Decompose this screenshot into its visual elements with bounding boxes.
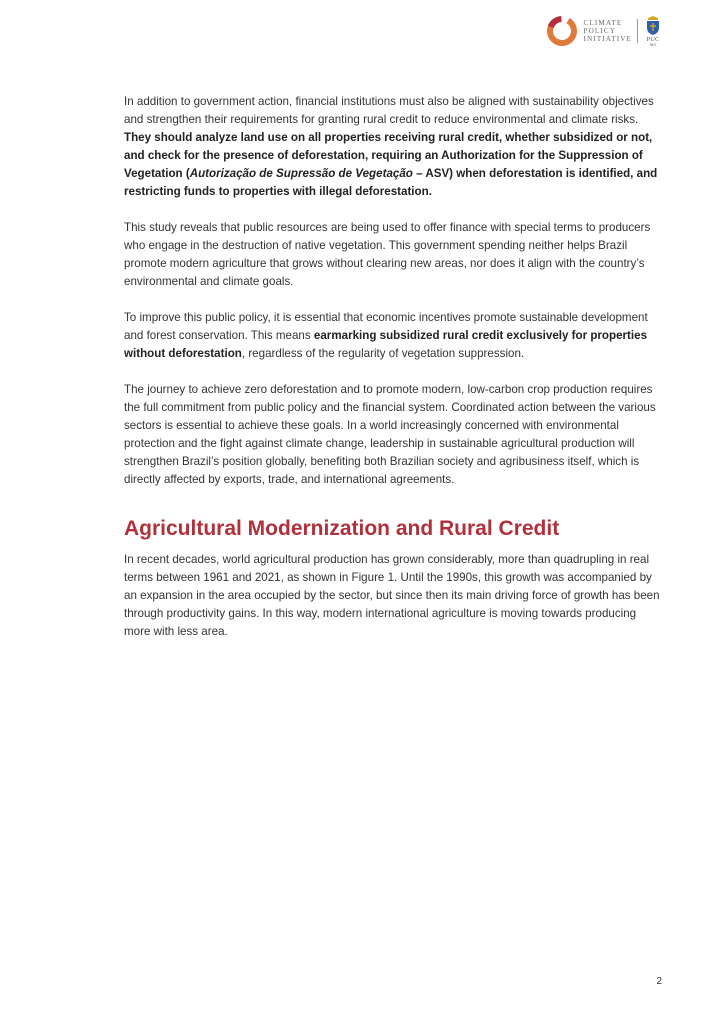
paragraph-agricultural-production: In recent decades, world agricultural production has grown considerably, more than quadrupling in real terms between 1961 and 2021, as shown in Figure 1. Until the 1990s, this growth was accompanied by an expansion in the area occupied by the sector, but since then its main driving force of growth has been through productivity gains. In this way, modern international agriculture is moving towards producing more with less area. <box>124 553 660 638</box>
paragraph-zero-deforestation: The journey to achieve zero deforestation and to promote modern, low-carbon crop production requires the full commitment from public policy and the financial system. Coordinated action between the various sectors is essential to achieve these goals. In a world increasingly concerned with environmental protection and the fight against climate change, leadership in sustainable agricultural production will strengthen Brazil’s position globally, benefiting both Brazilian society and agribusiness itself, which is directly affected by exports, trade, and international agreements. <box>124 383 656 486</box>
puc-rio-logo <box>642 16 664 47</box>
climate-policy-initiative-logo-icon <box>545 14 579 48</box>
paragraph-public-policy <box>124 309 664 363</box>
page-number: 2 <box>656 976 662 987</box>
puc-sub-label: RIO <box>649 42 657 47</box>
p3-text-b: , regardless of the regularity of vegetation suppression. <box>241 347 525 360</box>
puc-crest-icon <box>644 16 662 36</box>
p3-text-a: To improve this public policy, it is essential that economic incentives promote sustainable development and forest conservation. This means <box>124 311 648 342</box>
page-header <box>545 14 664 48</box>
puc-label: PUC <box>646 35 660 43</box>
paragraph-financial-institutions <box>124 93 664 201</box>
org-name-line-3: INITIATIVE <box>583 35 632 44</box>
p1-intro-text: In addition to government action, financial institutions must also be aligned with sustainability objectives and strengthen their requirements for granting rural credit to reduce environmental and climate risks. <box>124 95 654 126</box>
p1-italic-term: Autorização de Supressão de Vegetação <box>189 167 413 180</box>
org-name-line-1: CLIMATE <box>583 18 623 27</box>
section-heading: Agricultural Modernization and Rural Credit <box>124 517 560 540</box>
p3-bold-text: earmarking subsidized rural credit exclusively for properties without deforestation <box>124 329 648 360</box>
org-name-line-2: POLICY <box>583 26 617 35</box>
main-content <box>124 93 664 659</box>
p1-bold-b: – ASV) when deforestation is identified, and restricting funds to properties with illegal deforestation. <box>124 167 658 198</box>
p1-bold-text-a <box>124 131 657 198</box>
p1-bold-a: They should analyze land use on all properties receiving rural credit, whether subsidized or not, and check for the presence of deforestation, requiring an Authorization for the Suppression of Vegetation ( <box>124 131 653 180</box>
paragraph-public-resources: This study reveals that public resources are being used to offer finance with special terms to producers who engage in the destruction of native vegetation. This government spending neither helps Brazil promote modern agriculture that grows without clearing new areas, nor does it align with the country’s environmental and climate goals. <box>124 221 651 288</box>
organization-name <box>583 19 638 44</box>
